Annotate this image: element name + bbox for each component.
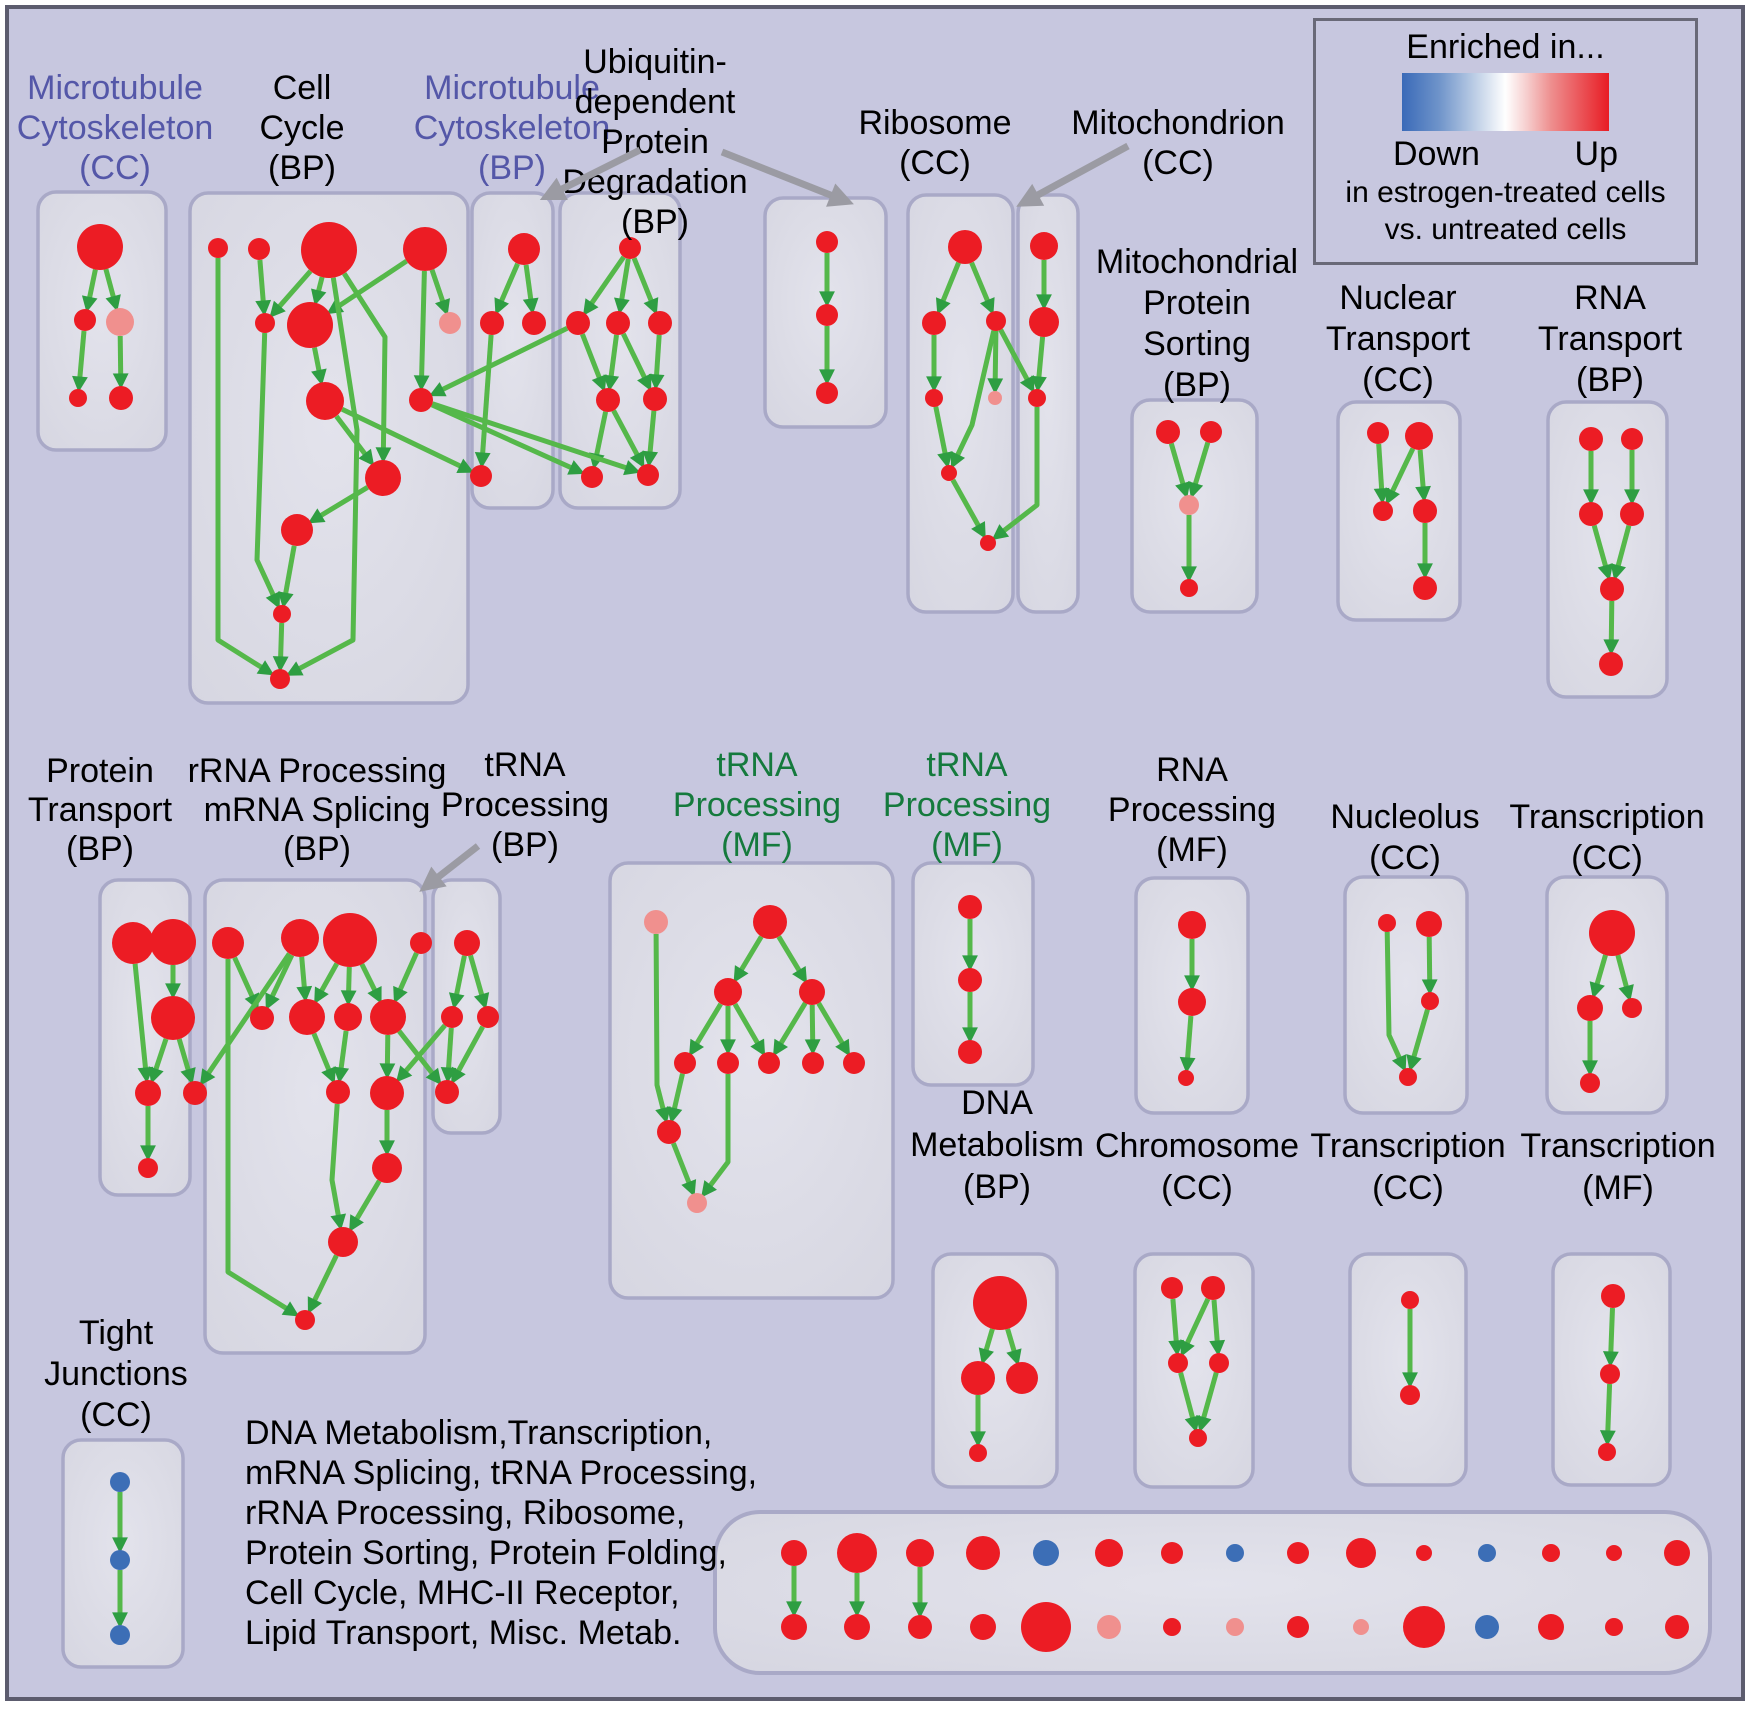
go-term-node xyxy=(837,1533,877,1573)
go-term-node xyxy=(908,1615,932,1639)
cluster-label-mitochondrial-protein-sorting-bp: (BP) xyxy=(1163,366,1231,404)
go-term-node xyxy=(657,1120,681,1144)
cluster-label-microtubule-cytoskeleton-cc: Cytoskeleton xyxy=(16,109,214,147)
go-term-node xyxy=(816,304,838,326)
go-term-node xyxy=(1163,1618,1181,1636)
edge xyxy=(422,271,425,377)
go-term-node xyxy=(454,930,480,956)
cluster-label-transcription-cc-bottom: Transcription xyxy=(1310,1127,1506,1165)
go-term-node xyxy=(281,514,313,546)
go-term-node xyxy=(409,388,433,412)
cluster-label-transcription-mf: (MF) xyxy=(1582,1169,1654,1207)
cluster-label-rrna-processing-mrna-splicing-bp: mRNA Splicing xyxy=(203,791,431,829)
go-term-node xyxy=(596,388,620,412)
go-term-node xyxy=(1600,1364,1620,1384)
edge xyxy=(349,967,350,992)
cluster-label-dna-metabolism-bp: Metabolism xyxy=(910,1126,1084,1164)
go-term-node xyxy=(138,1158,158,1178)
go-term-node xyxy=(1373,501,1393,521)
cluster-label-trna-processing-bp: (BP) xyxy=(491,826,559,864)
go-term-node xyxy=(958,968,982,992)
go-term-node xyxy=(1029,307,1059,337)
edge xyxy=(657,335,660,376)
go-term-node xyxy=(372,1153,402,1183)
note-line: Cell Cycle, MHC-II Receptor, xyxy=(245,1574,680,1612)
go-term-node xyxy=(109,386,133,410)
go-term-node xyxy=(844,1614,870,1640)
color-legend xyxy=(1313,18,1698,265)
cluster-label-mitochondrion-cc: Mitochondrion xyxy=(1071,104,1285,142)
go-term-node xyxy=(1579,427,1603,451)
go-term-node xyxy=(980,535,996,551)
go-term-node xyxy=(1399,1068,1417,1086)
edge xyxy=(1214,1300,1217,1342)
go-term-node xyxy=(1580,1073,1600,1093)
cluster-label-transcription-cc-mid: (CC) xyxy=(1571,839,1643,877)
go-term-node xyxy=(183,1081,207,1105)
legend-down-label: Down xyxy=(1393,135,1480,173)
edge xyxy=(302,957,305,988)
edge xyxy=(1379,444,1382,490)
cluster-label-rrna-processing-mrna-splicing-bp: rRNA Processing xyxy=(187,752,447,790)
go-term-node xyxy=(758,1052,780,1074)
cluster-label-nucleolus-cc: Nucleolus xyxy=(1330,798,1480,836)
cluster-label-microtubule-cytoskeleton-bp: (BP) xyxy=(478,149,546,187)
go-term-node xyxy=(753,905,787,939)
note-line: Lipid Transport, Misc. Metab. xyxy=(245,1614,682,1652)
go-term-node xyxy=(334,1003,362,1031)
ubiquitin-label: (BP) xyxy=(621,203,689,241)
go-term-node xyxy=(135,1080,161,1106)
go-term-node xyxy=(212,927,244,959)
merged-clusters-note xyxy=(245,1413,757,1653)
cluster-label-tight-junctions-cc: Junctions xyxy=(44,1355,188,1393)
go-term-node xyxy=(1598,1443,1616,1461)
cluster-label-tight-junctions-cc: (CC) xyxy=(80,1396,152,1434)
go-term-node xyxy=(643,387,667,411)
go-term-node xyxy=(1589,910,1635,956)
go-term-node xyxy=(470,465,492,487)
go-term-node xyxy=(1606,1545,1622,1561)
cluster-label-nuclear-transport-cc: Nuclear xyxy=(1339,279,1457,317)
go-term-node xyxy=(970,1614,996,1640)
go-term-node xyxy=(1178,1070,1194,1086)
legend-subtitle-2: vs. untreated cells xyxy=(1384,213,1627,246)
go-term-node xyxy=(1378,914,1396,932)
go-term-node xyxy=(1538,1614,1564,1640)
legend-subtitle-1: in estrogen-treated cells xyxy=(1345,176,1666,209)
go-term-node xyxy=(151,996,195,1040)
edge xyxy=(260,260,263,302)
go-term-node xyxy=(1542,1544,1560,1562)
go-term-node xyxy=(1201,1276,1225,1300)
go-term-node xyxy=(1033,1540,1059,1566)
note-line: mRNA Splicing, tRNA Processing, xyxy=(245,1454,758,1492)
go-term-node xyxy=(281,919,319,957)
go-term-node xyxy=(1605,1618,1623,1636)
go-term-node xyxy=(112,922,154,964)
go-term-node xyxy=(816,382,838,404)
go-term-node xyxy=(1226,1544,1244,1562)
cluster-label-dna-metabolism-bp: (BP) xyxy=(963,1168,1031,1206)
go-term-node xyxy=(1346,1538,1376,1568)
go-term-node xyxy=(958,895,982,919)
go-term-node xyxy=(1189,1429,1207,1447)
cluster-label-cell-cycle-bp: (BP) xyxy=(268,149,336,187)
go-term-node xyxy=(1475,1615,1499,1639)
cluster-label-dna-metabolism-bp: DNA xyxy=(961,1084,1033,1122)
go-term-node xyxy=(441,1006,463,1028)
go-term-node xyxy=(1156,420,1180,444)
cluster-label-rna-transport-bp: Transport xyxy=(1537,320,1683,358)
go-term-node xyxy=(1168,1353,1188,1373)
go-term-node xyxy=(370,1076,404,1110)
go-term-node xyxy=(1416,911,1442,937)
go-term-node xyxy=(273,605,291,623)
go-term-node xyxy=(581,466,603,488)
go-term-node xyxy=(328,1227,358,1257)
cluster-label-transcription-mf: Transcription xyxy=(1520,1127,1716,1165)
go-term-node xyxy=(1664,1540,1690,1566)
cluster-label-mitochondrial-protein-sorting-bp: Protein xyxy=(1143,284,1251,322)
go-term-node xyxy=(250,1006,274,1030)
go-term-node xyxy=(948,230,982,264)
go-term-node xyxy=(1097,1615,1121,1639)
cluster-label-chromosome-cc: (CC) xyxy=(1161,1169,1233,1207)
go-term-node xyxy=(1577,995,1603,1021)
cluster-label-trna-processing-mf-2: Processing xyxy=(882,786,1052,824)
cluster-label-rna-transport-bp: (BP) xyxy=(1576,361,1644,399)
go-term-node xyxy=(410,932,432,954)
go-term-node xyxy=(323,913,377,967)
go-term-node xyxy=(1006,1362,1038,1394)
go-term-node xyxy=(843,1052,865,1074)
go-term-node xyxy=(1226,1618,1244,1636)
cluster-label-protein-transport-bp: Protein xyxy=(46,752,154,790)
go-term-node xyxy=(403,227,447,271)
go-term-node xyxy=(150,919,196,965)
edge xyxy=(995,331,996,380)
ubiquitin-label: Ubiquitin- xyxy=(583,43,727,81)
go-term-node xyxy=(958,1040,982,1064)
go-term-node xyxy=(1622,998,1642,1018)
go-term-node xyxy=(1200,421,1222,443)
go-term-node xyxy=(439,312,461,334)
cluster-label-nuclear-transport-cc: (CC) xyxy=(1362,361,1434,399)
go-term-node xyxy=(1579,502,1603,526)
go-term-node xyxy=(799,979,825,1005)
cluster-label-trna-processing-mf-1: (MF) xyxy=(721,826,793,864)
cluster-label-chromosome-cc: Chromosome xyxy=(1094,1127,1300,1165)
go-term-node xyxy=(1665,1615,1689,1639)
go-term-node xyxy=(717,1052,739,1074)
legend-title: Enriched in... xyxy=(1406,28,1605,66)
go-term-node xyxy=(74,309,96,331)
go-term-node xyxy=(477,1006,499,1028)
edge xyxy=(1429,937,1430,981)
go-term-node xyxy=(1600,577,1624,601)
go-term-node xyxy=(922,311,946,335)
go-term-node xyxy=(906,1539,934,1567)
go-term-node xyxy=(1028,389,1046,407)
ubiquitin-label: Protein xyxy=(601,123,709,161)
go-term-node xyxy=(714,978,742,1006)
edge xyxy=(1611,1308,1613,1353)
edge xyxy=(281,623,282,658)
edge xyxy=(1173,1299,1176,1342)
go-term-node xyxy=(816,231,838,253)
go-term-node xyxy=(1416,1545,1432,1561)
go-term-node xyxy=(435,1080,459,1104)
go-term-node xyxy=(480,311,504,335)
go-term-node xyxy=(941,465,957,481)
go-term-node xyxy=(110,1550,130,1570)
go-term-node xyxy=(648,311,672,335)
go-term-node xyxy=(1478,1544,1496,1562)
go-term-node xyxy=(1021,1602,1071,1652)
go-term-node xyxy=(1601,1284,1625,1308)
cluster-label-cell-cycle-bp: Cycle xyxy=(259,109,345,147)
go-term-node xyxy=(961,1361,995,1395)
cluster-label-ribosome-cc: (CC) xyxy=(899,144,971,182)
cluster-label-microtubule-cytoskeleton-bp: Cytoskeleton xyxy=(413,109,611,147)
go-term-node xyxy=(969,1444,987,1462)
note-line: Protein Sorting, Protein Folding, xyxy=(245,1534,727,1572)
cluster-label-tight-junctions-cc: Tight xyxy=(78,1314,154,1352)
go-term-node xyxy=(295,1310,315,1330)
go-term-node xyxy=(255,313,275,333)
go-term-node xyxy=(644,910,668,934)
cluster-label-mitochondrion-cc: (CC) xyxy=(1142,144,1214,182)
cluster-label-mitochondrial-protein-sorting-bp: Mitochondrial xyxy=(1095,243,1299,281)
cluster-label-trna-processing-mf-1: Processing xyxy=(672,786,842,824)
go-term-node xyxy=(208,238,228,258)
go-term-node xyxy=(1161,1277,1183,1299)
cluster-label-trna-processing-bp: Processing xyxy=(440,786,610,824)
go-term-node xyxy=(365,460,401,496)
go-term-node xyxy=(1421,992,1439,1010)
go-term-node xyxy=(1209,1353,1229,1373)
cluster-label-protein-transport-bp: (BP) xyxy=(66,830,134,868)
ubiquitin-label: Degradation xyxy=(562,163,748,201)
go-term-node xyxy=(77,224,123,270)
go-term-node xyxy=(110,1625,130,1645)
go-term-node xyxy=(674,1052,696,1074)
go-term-node xyxy=(1403,1606,1445,1648)
go-term-node xyxy=(522,311,546,335)
go-term-node xyxy=(986,311,1006,331)
go-term-node xyxy=(966,1536,1000,1570)
cluster-label-trna-processing-mf-2: (MF) xyxy=(931,826,1003,864)
go-term-node xyxy=(1401,1291,1419,1309)
go-term-node xyxy=(1287,1542,1309,1564)
cluster-label-transcription-cc-mid: Transcription xyxy=(1509,798,1705,836)
go-term-node xyxy=(1095,1539,1123,1567)
cluster-label-rna-processing-mf: RNA xyxy=(1156,751,1228,789)
go-term-node xyxy=(1353,1619,1369,1635)
cluster-label-rna-processing-mf: (MF) xyxy=(1156,831,1228,869)
go-term-node xyxy=(1178,911,1206,939)
cluster-label-rrna-processing-mrna-splicing-bp: (BP) xyxy=(283,830,351,868)
go-term-node xyxy=(326,1080,350,1104)
go-term-node xyxy=(106,308,134,336)
go-term-node xyxy=(1367,422,1389,444)
cluster-box-nuclear-transport-cc xyxy=(1338,402,1460,620)
go-term-node xyxy=(781,1614,807,1640)
note-line: rRNA Processing, Ribosome, xyxy=(245,1494,686,1532)
legend-gradient-bar xyxy=(1402,73,1609,131)
go-term-node xyxy=(925,389,943,407)
cluster-label-mitochondrial-protein-sorting-bp: Sorting xyxy=(1143,325,1251,363)
legend-up-label: Up xyxy=(1574,135,1618,173)
go-term-node xyxy=(110,1472,130,1492)
cluster-label-rna-transport-bp: RNA xyxy=(1574,279,1646,317)
cluster-label-protein-transport-bp: Transport xyxy=(27,791,173,829)
go-term-node xyxy=(566,311,590,335)
go-term-node xyxy=(1161,1542,1183,1564)
go-term-node xyxy=(637,464,659,486)
go-term-node xyxy=(1413,499,1437,523)
go-term-node xyxy=(289,999,325,1035)
cluster-label-nucleolus-cc: (CC) xyxy=(1369,839,1441,877)
go-term-node xyxy=(1405,422,1433,450)
go-term-node xyxy=(973,1276,1027,1330)
go-term-node xyxy=(687,1193,707,1213)
go-term-node xyxy=(1287,1616,1309,1638)
edge xyxy=(1611,601,1612,641)
go-term-node xyxy=(1180,579,1198,597)
go-term-node xyxy=(248,238,270,260)
go-term-node xyxy=(301,222,357,278)
go-term-node xyxy=(270,669,290,689)
cluster-label-trna-processing-bp: tRNA xyxy=(484,746,566,784)
cluster-label-microtubule-cytoskeleton-bp: Microtubule xyxy=(424,69,600,107)
go-term-node xyxy=(69,389,87,407)
go-term-node xyxy=(1621,428,1643,450)
go-term-node xyxy=(1599,652,1623,676)
cluster-label-cell-cycle-bp: Cell xyxy=(272,69,332,107)
note-line: DNA Metabolism,Transcription, xyxy=(245,1414,713,1452)
cluster-label-nuclear-transport-cc: Transport xyxy=(1325,320,1471,358)
edge xyxy=(120,336,121,375)
edge xyxy=(449,1028,452,1069)
go-term-node xyxy=(1400,1385,1420,1405)
go-term-node xyxy=(1030,232,1058,260)
go-term-node xyxy=(508,233,540,265)
cluster-label-microtubule-cytoskeleton-cc: (CC) xyxy=(79,149,151,187)
cluster-label-ribosome-cc: Ribosome xyxy=(858,104,1012,142)
go-term-node xyxy=(306,382,344,420)
edge xyxy=(1188,1016,1191,1059)
go-term-node xyxy=(1620,502,1644,526)
cluster-label-transcription-cc-bottom: (CC) xyxy=(1372,1169,1444,1207)
edge xyxy=(812,1005,813,1041)
edge xyxy=(1608,1384,1610,1432)
cluster-label-rna-processing-mf: Processing xyxy=(1107,791,1277,829)
edge xyxy=(1420,450,1423,488)
cluster-label-trna-processing-mf-2: tRNA xyxy=(926,746,1008,784)
go-term-node xyxy=(988,391,1002,405)
go-term-node xyxy=(370,999,406,1035)
go-term-node xyxy=(1179,495,1199,515)
go-term-node xyxy=(781,1540,807,1566)
go-term-node xyxy=(287,302,333,348)
cluster-box-chromosome-cc xyxy=(1135,1254,1253,1487)
ubiquitin-label: dependent xyxy=(574,83,736,121)
cluster-label-microtubule-cytoskeleton-cc: Microtubule xyxy=(27,69,203,107)
go-term-node xyxy=(1178,988,1206,1016)
go-term-node xyxy=(802,1052,824,1074)
cluster-label-trna-processing-mf-1: tRNA xyxy=(716,746,798,784)
go-term-node xyxy=(606,311,630,335)
go-term-node xyxy=(1413,576,1437,600)
